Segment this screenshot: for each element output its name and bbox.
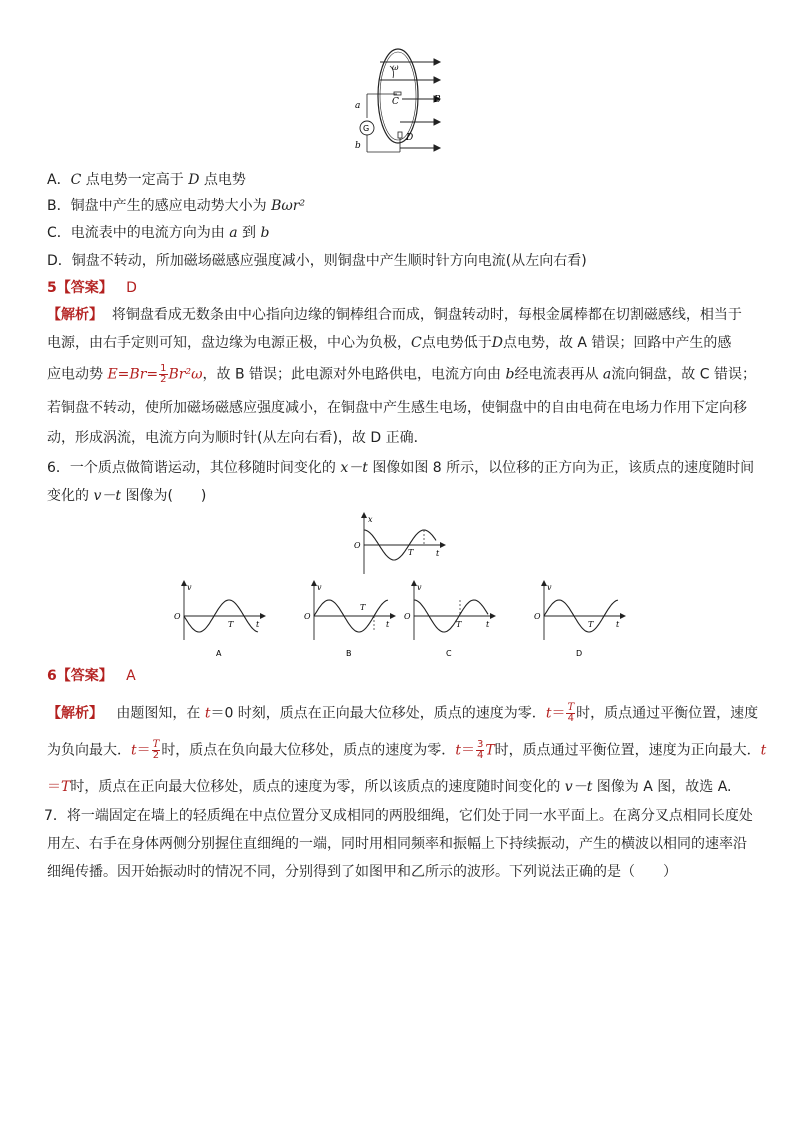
- vt-c-caption: C: [446, 649, 452, 658]
- vt-a-t-label: t: [256, 620, 260, 629]
- point-b-label: b: [355, 141, 361, 151]
- vt-c-y-label: v: [417, 583, 422, 592]
- q6-analysis-line2: 为负向最大．t＝ $\frac{T}{2}$ 时，质点在负向最大位移处，质点的速度为零．t＝ $\frac{3}{4}$ T时，质点通过平衡位置，速度为正向最大．t: [47, 739, 767, 761]
- vt-option-b: [300, 580, 400, 660]
- vt-b-origin-label: O: [304, 612, 311, 621]
- vt-b-y-label: v: [317, 583, 322, 592]
- q5-answer: 5【答案】 D: [47, 280, 137, 296]
- vt-c-origin-label: O: [404, 612, 411, 621]
- q6-answer: 6【答案】 A: [47, 668, 136, 684]
- copper-disk-figure: [340, 48, 450, 158]
- vt-d-y-label: v: [547, 583, 552, 592]
- vt-c-period-label: T: [456, 620, 462, 629]
- xt-graph: [350, 512, 450, 576]
- q5-analysis-line3: 应电动势 E=Br= $\frac{1}{2}$ Br²ω，故 B 错误；此电源对外电路供电，电流方向由 b经电流表再从 a流向铜盘，故 C 错误；: [47, 363, 756, 385]
- vt-d-t-label: t: [616, 620, 620, 629]
- q6-stem-line2: 变化的 v－t 图像为( ): [47, 488, 207, 504]
- xt-period-label: T: [408, 548, 414, 557]
- vt-option-a: [170, 580, 270, 660]
- vt-d-origin-label: O: [534, 612, 541, 621]
- field-b-label: B: [434, 95, 441, 105]
- q7-line3: 细绳传播。因开始振动时的情况不同，分别得到了如图甲和乙所示的波形。下列说法正确的是（ ）: [47, 864, 677, 880]
- omega-label: ω: [392, 63, 399, 72]
- q5-analysis-line1: 【解析】 将铜盘看成无数条由中心指向边缘的铜棒组合而成，铜盘转动时，每根金属棒都在切割磁感线，相当于: [47, 307, 742, 323]
- q6-stem-line1: 6．一个质点做简谐运动，其位移随时间变化的 x－t 图像如图 8 所示，以位移的正方向为正，该质点的速度随时间: [47, 460, 755, 476]
- vt-d-period-label: T: [588, 620, 594, 629]
- point-a-label: a: [355, 101, 361, 111]
- vt-a-origin-label: O: [174, 612, 181, 621]
- vt-b-period-label: T: [360, 603, 366, 612]
- xt-x-label: t: [436, 549, 440, 558]
- option-c: C．电流表中的电流方向为由 a 到 b: [47, 225, 270, 241]
- xt-origin-label: O: [354, 541, 361, 550]
- galvanometer-label: G: [363, 124, 370, 133]
- q6-analysis-line1: 【解析】 由题图知，在 t＝0 时刻，质点在正向最大位移处，质点的速度为零．t＝ $\frac{T}{4}$ 时，质点通过平衡位置，速度: [47, 702, 759, 724]
- q5-analysis-line4: 若铜盘不转动，使所加磁场磁感应强度减小，在铜盘中产生感生电场，使铜盘中的自由电荷在电场力作用下定向移: [47, 400, 747, 416]
- vt-b-t-label: t: [386, 620, 390, 629]
- option-b: B．铜盘中产生的感应电动势大小为 Bωr²: [47, 198, 306, 214]
- vt-b-caption: B: [346, 649, 352, 658]
- vt-a-period-label: T: [228, 620, 234, 629]
- vt-c-t-label: t: [486, 620, 490, 629]
- point-c-label: C: [392, 97, 399, 107]
- q7-line2: 用左、右手在身体两侧分别握住直细绳的一端，同时用相同频率和振幅上下持续振动，产生的横波以相同的速率沿: [47, 836, 747, 852]
- q5-analysis-line2: 电源，由右手定则可知，盘边缘为电源正极，中心为负极，C点电势低于D点电势，故 A 错误；回路中产生的感: [47, 335, 732, 351]
- q5-analysis-line5: 动，形成涡流，电流方向为顺时针(从左向右看)，故 D 正确．: [47, 430, 428, 446]
- option-d: D．铜盘不转动，所加磁场磁感应强度减小，则铜盘中产生顺时针方向电流(从左向右看): [47, 253, 587, 269]
- vt-option-c: [400, 580, 500, 660]
- point-d-label: D: [406, 133, 414, 143]
- vt-option-d: [530, 580, 630, 660]
- q6-analysis-line3: ＝T时，质点在正向最大位移处，质点的速度为零，所以该质点的速度随时间变化的 v－t 图像为 A 图，故选 A.: [47, 779, 732, 795]
- vt-a-y-label: v: [187, 583, 192, 592]
- option-a: A．C 点电势一定高于 D 点电势: [47, 172, 246, 188]
- vt-d-caption: D: [576, 649, 583, 658]
- xt-y-label: x: [368, 515, 373, 524]
- q7-line1: 7．将一端固定在墙上的轻质绳在中点位置分叉成相同的两股细绳，它们处于同一水平面上。在离分叉点相同长度处: [44, 808, 753, 824]
- vt-a-caption: A: [216, 649, 222, 658]
